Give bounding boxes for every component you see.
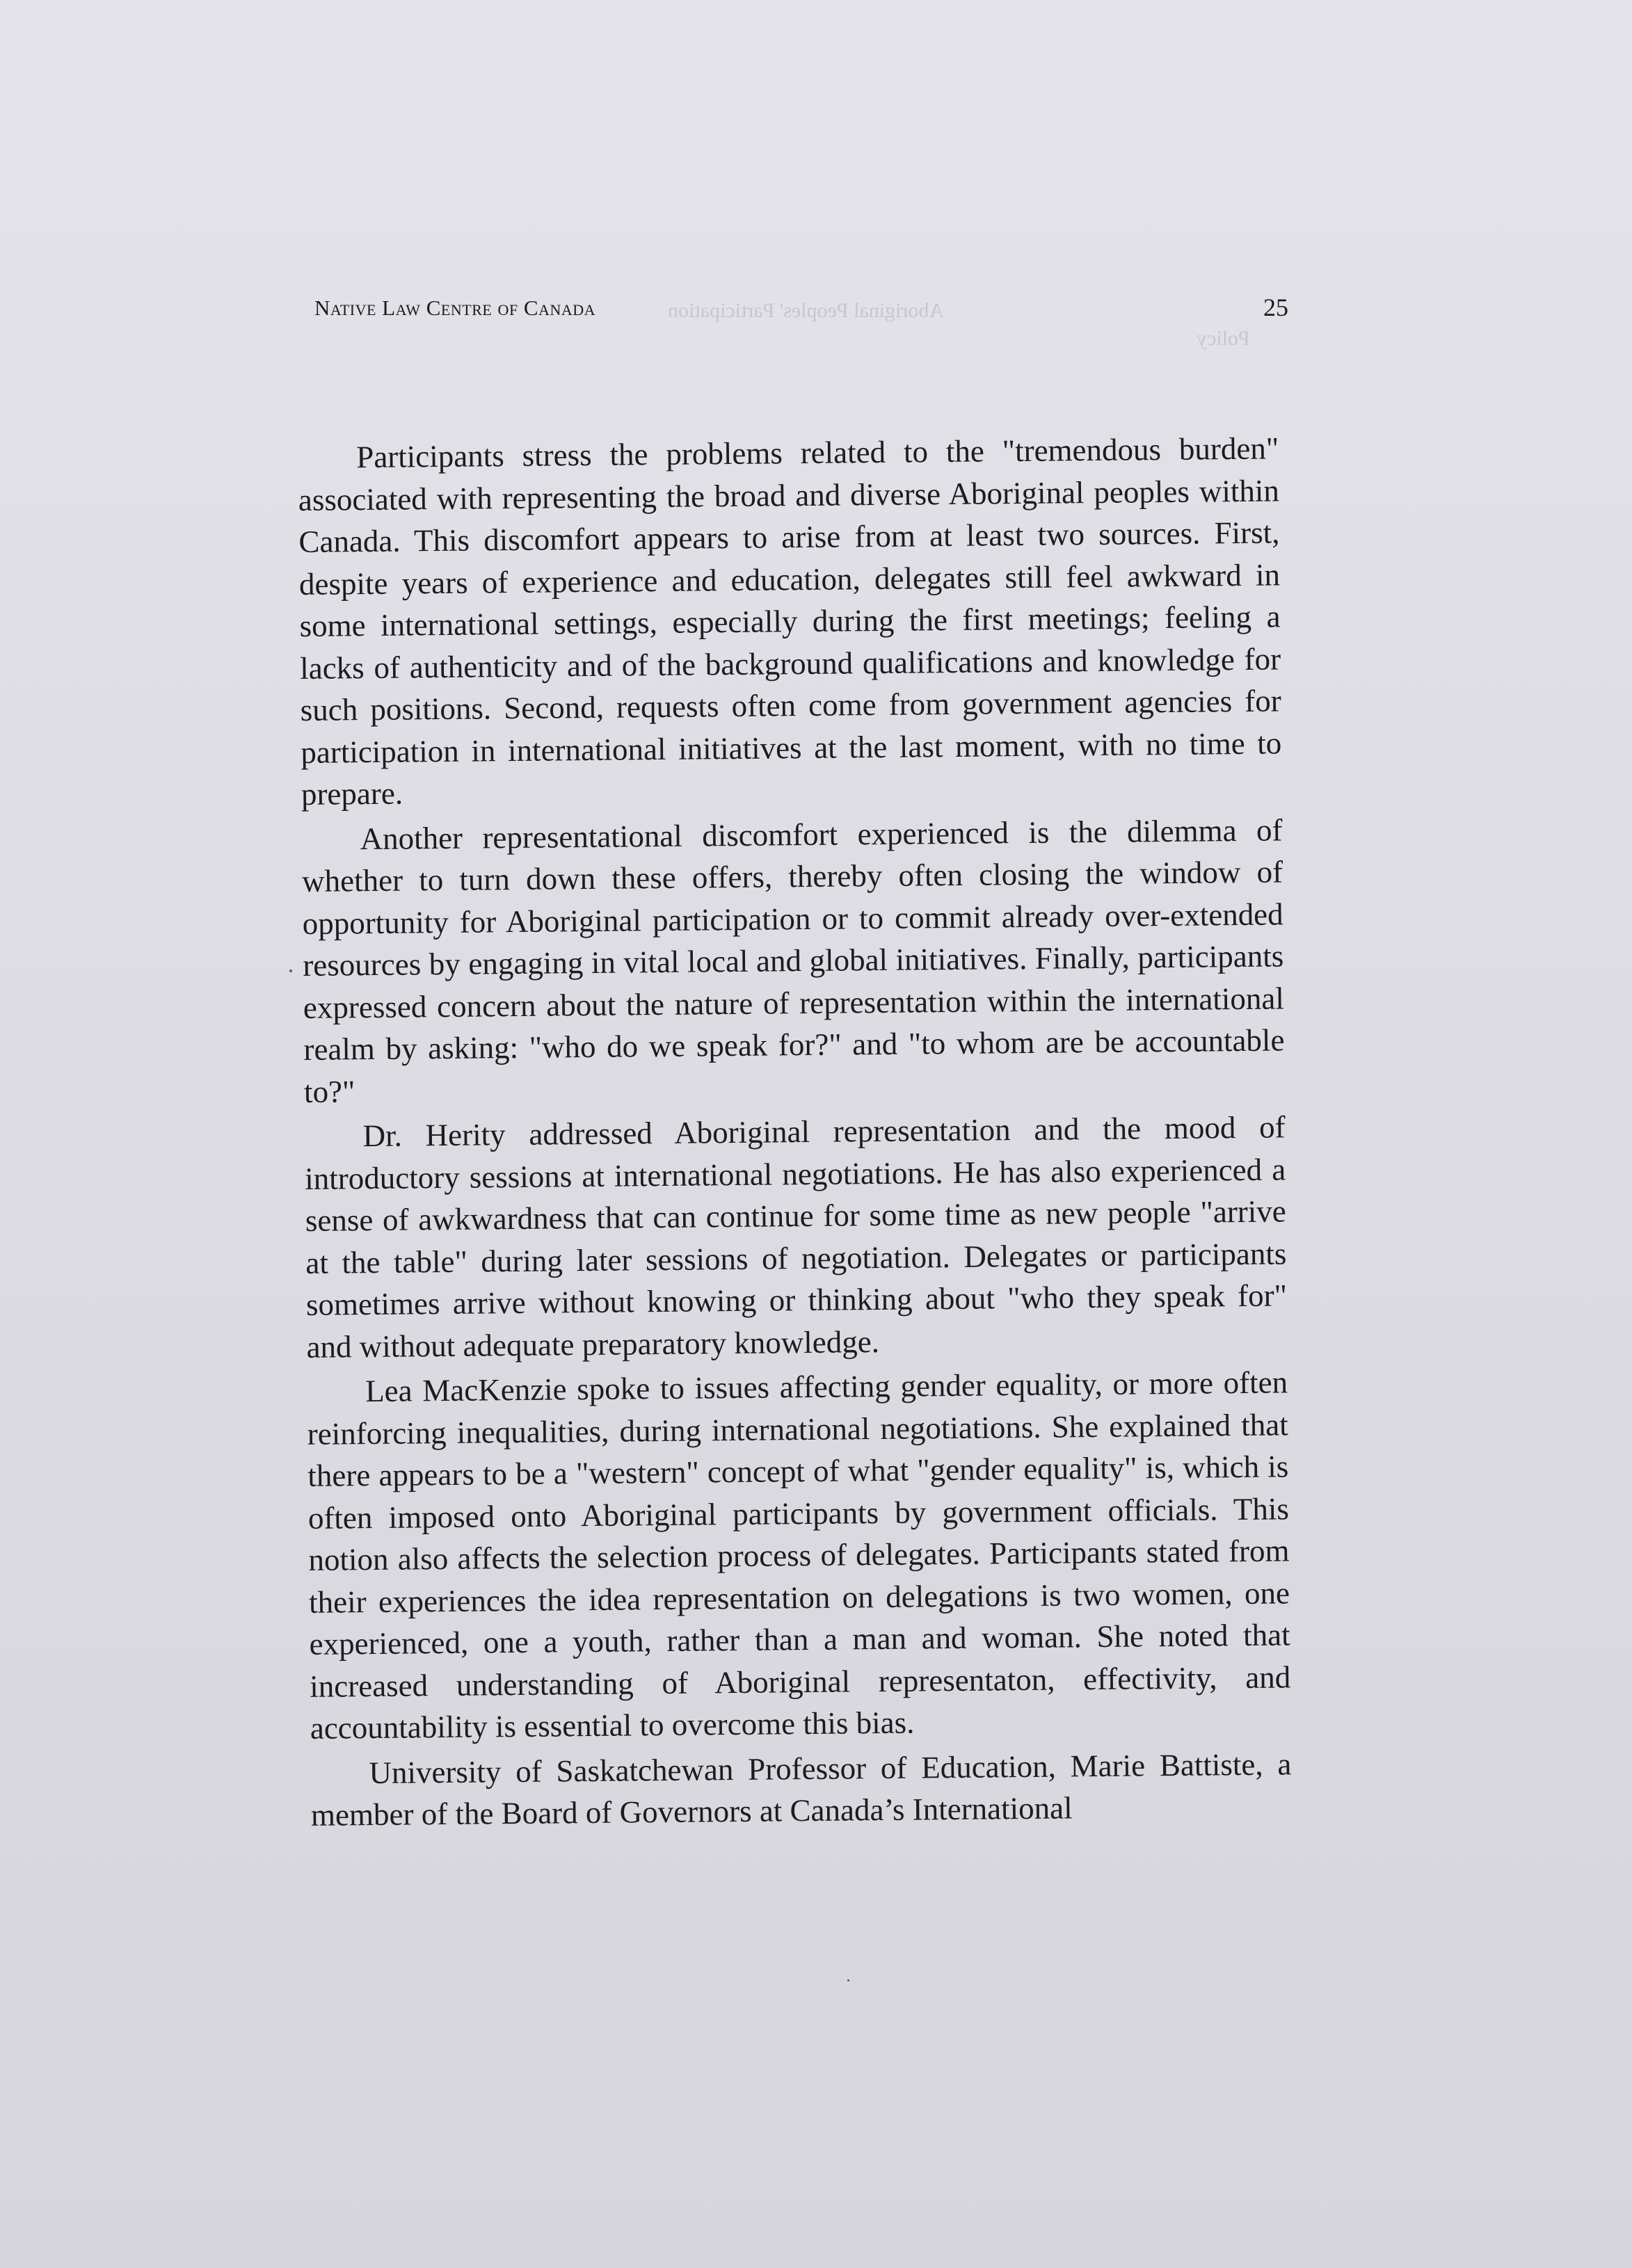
paragraph: University of Saskatchewan Professor of Education, Marie Battiste, a member of the Board of Governors at Canada’s International (310, 1746, 1292, 1833)
paragraph: Participants stress the problems related to the "tremendous burden" associated with representing the broad and diverse Aboriginal peoples within Canada. This discomfort appears to arise from at least two sources. First, despite years of experience and education, delegates still feel awkward in some international settings, especially during the first meetings; feeling a lacks of authenticity and of the background qualifications and knowledge for such positions. Second, requests often come from government agencies for participation in international initiatives at the last moment, with no time to prepare. (298, 431, 1282, 812)
page-number: 25 (1263, 293, 1288, 321)
paragraph: Another representational discomfort experienced is the dilemma of whether to turn down these offers, thereby often closing the window of opportunity for Aboriginal participation or to commit already over-extended resources by engaging in vital local and global initiatives. Finally, participants expressed concern about the nature of representation within the international realm by asking: "who do we speak for?" and "to whom are be accountable to?" (301, 812, 1285, 1109)
paragraph: Lea MacKenzie spoke to issues affecting gender equality, or more often reinforcing inequalities, during international negotiations. She explained that there appears to be a "western" concept of what "gender equality" is, which is often imposed onto Aboriginal participants by government officials. This notion also affects the selection process of delegates. Participants stated from their experiences the idea representation on delegations is two women, one experienced, one a youth, rather than a man and woman. She noted that increased understanding of Aboriginal representaton, effectivity, and accountability is essential to overcome this bias. (307, 1365, 1291, 1746)
show-through-text: Aboriginal Peoples' Participation (668, 299, 945, 322)
body-text (298, 427, 1292, 1839)
page-header (314, 293, 1288, 330)
show-through-text-2: Policy (1197, 327, 1250, 350)
scan-speck (847, 1979, 849, 1981)
paragraph: Dr. Herity addressed Aboriginal representation and the mood of introductory sessions at international negotiations. He has also experienced a sense of awkwardness that can continue for some time as new people "arrive at the table" during later sessions of negotiation. Delegates or participants sometimes arrive without knowing or thinking about "who they speak for" and without adequate preparatory knowledge. (304, 1109, 1288, 1365)
scan-speck (289, 970, 292, 972)
running-head: Native Law Centre of Canada (314, 296, 596, 320)
